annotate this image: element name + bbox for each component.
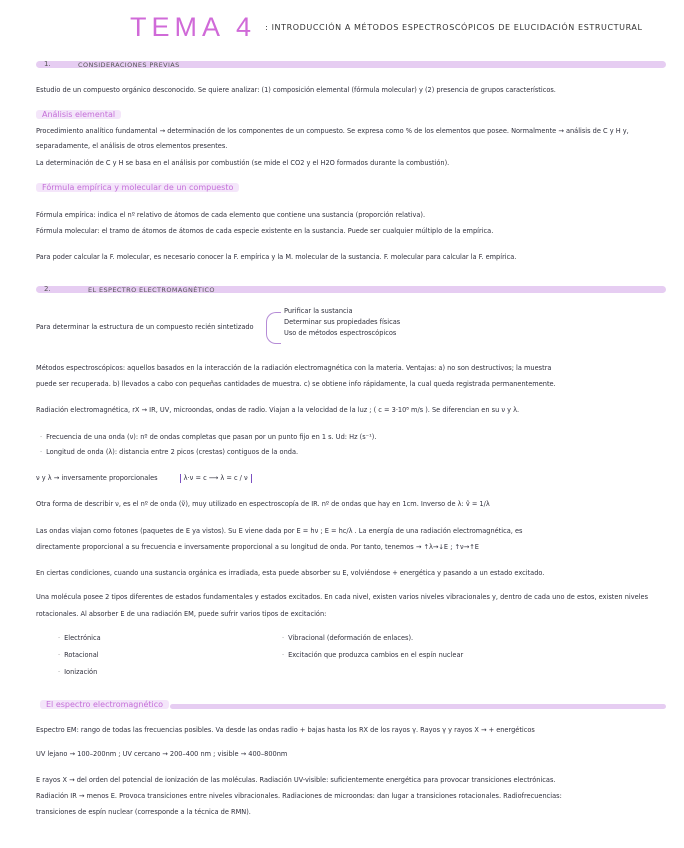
excitation-type: · Ionización	[58, 668, 97, 676]
proporcionalidad-line: directamente proporcional a su frecuencia e inversamente proporcional a su longitud de onda. Por tanto, tenemos → ↑λ→↓E ; ↑ν→↑E	[36, 543, 479, 551]
metodos-line: puede ser recuperada. b) llevados a cabo con pequeñas cantidades de muestra. c) se obtiene info rápidamente, la cual queda registrada permanentemente.	[36, 380, 556, 388]
espectro-line: UV lejano → 100–200nm ; UV cercano → 200–400 nm ; visible → 400–800nm	[36, 750, 288, 758]
brace-symbol	[266, 312, 281, 344]
brace-item: Purificar la sustancia	[284, 307, 353, 315]
excitacion-line: En ciertas condiciones, cuando una sustancia orgánica es irradiada, esta puede absorber su E, volviéndose + energética y pasando a un estado excitado.	[36, 569, 545, 577]
section2-number: 2.	[44, 285, 51, 293]
analisis-title: Análisis elemental	[36, 110, 121, 119]
niveles-line: Una molécula posee 2 tipos diferentes de estados fundamentales y estados excitados. En cada nivel, existen varios niveles vibracionales y, dentro de cada uno de estos, existen niveles	[36, 593, 648, 601]
espectro-line: Espectro EM: rango de todas las frecuencias posibles. Va desde las ondas radio + bajas hasta los RX de los rayos γ. Rayos γ y rayos X → + energéticos	[36, 726, 535, 734]
excitation-type: · Vibracional (deformación de enlaces).	[282, 634, 413, 642]
metodos-line: Métodos espectroscópicos: aquellos basados en la interacción de la radiación electromagnética con la materia. Ventajas: a) no son destructivos; la muestra	[36, 364, 552, 372]
analisis-line: La determinación de C y H se basa en el análisis por combustión (se mide el CO2 y el H2O formados durante la combustión).	[36, 159, 450, 167]
brace-item: Determinar sus propiedades físicas	[284, 318, 401, 326]
section1-intro: Estudio de un compuesto orgánico desconocido. Se quiere analizar: (1) composición elemental (fórmula molecular) y (2) presencia de grupos característicos.	[36, 86, 556, 94]
analisis-line: separadamente, el análisis de otros elementos presentes.	[36, 142, 228, 150]
espectro-line: Radiación IR → menos E. Provoca transiciones entre niveles vibracionales. Radiaciones de microondas: dan lugar a transiciones rotacionales. Radiofrecuencias:	[36, 792, 562, 800]
fotones-line: Las ondas viajan como fotones (paquetes de E ya vistos). Su E viene dada por E = hν ; E = hc/λ . La energía de una radiación electromagnética, es	[36, 527, 523, 535]
formula-line: Fórmula molecular: el tramo de átomos de átomos de cada especie existente en la sustancia. Puede ser cualquier múltiplo de la empírica.	[36, 227, 494, 235]
brace-item: Uso de métodos espectroscópicos	[284, 329, 397, 337]
title-main: TEMA 4	[130, 12, 257, 42]
radiacion-line: Radiación electromagnética, rX → IR, UV, microondas, ondas de radio. Viajan a la velocidad de la luz ; ( c = 3·10⁸ m/s ). Se diferencian en su ν y λ.	[36, 406, 520, 414]
brace-list	[284, 306, 400, 339]
formula-title: Fórmula empírica y molecular de un compuesto	[36, 183, 239, 192]
proporcional-line	[36, 474, 656, 483]
formula-line: Para poder calcular la F. molecular, es necesario conocer la F. empírica y la M. molecular de la sustancia. F. molecular para calcular la F. empírica.	[36, 253, 517, 261]
excitation-type: · Excitación que produzca cambios en el espín nuclear	[282, 651, 463, 659]
title-subtitle: : INTRODUCCIÓN A MÉTODOS ESPECTROSCÓPICOS DE ELUCIDACIÓN ESTRUCTURAL	[265, 23, 643, 32]
proporcional-text: ν y λ → inversamente proporcionales	[36, 474, 158, 482]
niveles-line: rotacionales. Al absorber E de una radiación EM, puede sufrir varios tipos de excitación:	[36, 610, 327, 618]
brace-intro: Para determinar la estructura de un compuesto recién sintetizado	[36, 323, 254, 331]
formula-line: Fórmula empírica: indica el nº relativo de átomos de cada elemento que contiene una sustancia (proporción relativa).	[36, 211, 426, 219]
section1-heading: CONSIDERACIONES PREVIAS	[78, 61, 180, 69]
frecuencia-bullet: · Frecuencia de una onda (ν): nº de ondas completas que pasan por un punto fijo en 1 s. Ud: Hz (s⁻¹).	[40, 433, 376, 441]
espectro-line: E rayos X → del orden del potencial de ionización de las moléculas. Radiación UV-visible: suficientemente energética para provocar transiciones electrónicas.	[36, 776, 556, 784]
excitation-type: · Electrónica	[58, 634, 101, 642]
numero-onda-line: Otra forma de describir ν, es el nº de onda (ṽ), muy utilizado en espectroscopía de IR. nº de ondas que hay en 1cm. Inverso de λ: ṽ = 1/λ	[36, 500, 490, 508]
analisis-line: Procedimiento analítico fundamental → determinación de los componentes de un compuesto. Se expresa como % de los elementos que posee. Normalmente → análisis de C y H y,	[36, 127, 629, 135]
page-title	[130, 12, 643, 43]
section3-header-bar	[170, 704, 666, 709]
excitation-type: · Rotacional	[58, 651, 99, 659]
espectro-subtitle: El espectro electromagnético	[40, 700, 169, 709]
section2-heading: EL ESPECTRO ELECTROMAGNÉTICO	[88, 286, 215, 294]
section1-number: 1.	[44, 60, 51, 68]
longitud-bullet: · Longitud de onda (λ): distancia entre 2 picos (crestas) contiguos de la onda.	[40, 448, 298, 456]
proporcional-formula: λ·ν = c ⟶ λ = c / ν	[180, 474, 252, 483]
espectro-line: transiciones de espín nuclear (corresponde a la técnica de RMN).	[36, 808, 251, 816]
